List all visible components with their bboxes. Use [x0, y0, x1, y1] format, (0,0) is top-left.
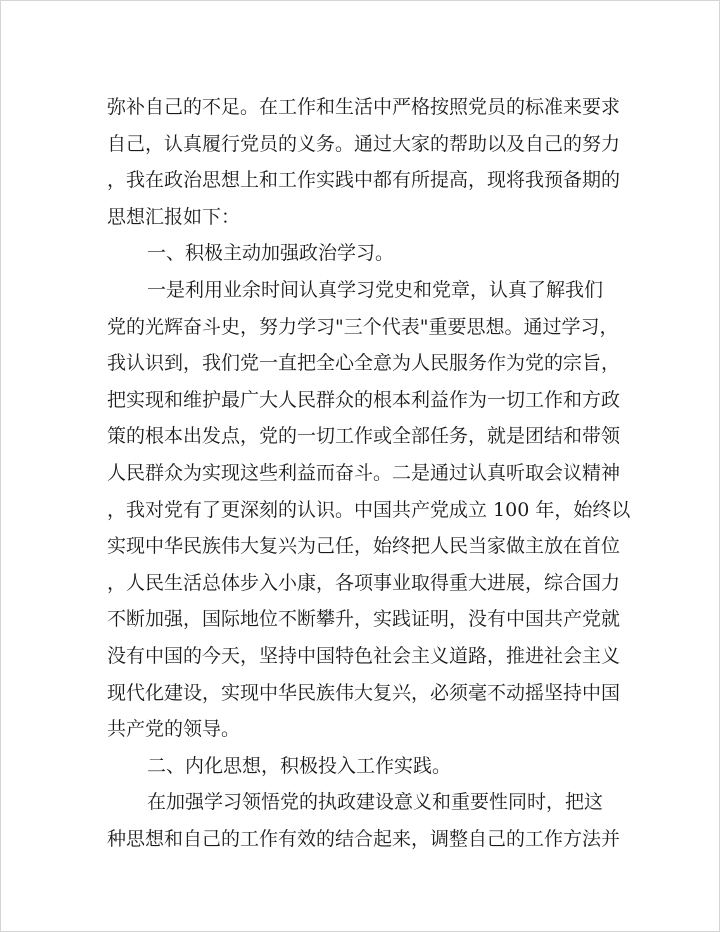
- text-line: ，人民生活总体步入小康，各项事业取得重大进展，综合国力: [107, 571, 621, 594]
- text-line: 思想汇报如下：: [107, 205, 241, 228]
- text-line: 党的光辉奋斗史，努力学习"三个代表"重要思想。通过学习，: [107, 315, 619, 338]
- text-line: 我认识到，我们党一直把全心全意为人民服务作为党的宗旨，: [107, 352, 621, 375]
- text-line: 自己，认真履行党员的义务。通过大家的帮助以及自己的努力: [107, 132, 621, 155]
- text-line: ，我对党有了更深刻的认识。中国共产党成立 100 年，始终以: [107, 498, 631, 521]
- text-line: 不断加强，国际地位不断攀升，实践证明，没有中国共产党就: [107, 608, 621, 631]
- text-line: 弥补自己的不足。在工作和生活中严格按照党员的标准来要求: [107, 96, 621, 118]
- section-heading: 一、积极主动加强政治学习。: [147, 242, 395, 265]
- text-line: 把实现和维护最广大人民群众的根本利益作为一切工作和方政: [107, 388, 621, 411]
- text-line: 共产党的领导。: [107, 718, 241, 741]
- text-line: 种思想和自己的工作有效的结合起来，调整自己的工作方法并: [107, 827, 621, 850]
- text-line: 一是利用业余时间认真学习党史和党章，认真了解我们: [147, 278, 604, 301]
- text-line: 实现中华民族伟大复兴为己任，始终把人民当家做主放在首位: [107, 535, 621, 558]
- text-line: ，我在政治思想上和工作实践中都有所提高，现将我预备期的: [107, 169, 621, 192]
- text-line: 现代化建设，实现中华民族伟大复兴，必须毫不动摇坚持中国: [107, 681, 621, 704]
- section-heading: 二、内化思想，积极投入工作实践。: [147, 754, 452, 777]
- text-line: 在加强学习领悟党的执政建设意义和重要性同时，把这: [147, 791, 604, 814]
- text-line: 人民群众为实现这些利益而奋斗。二是通过认真听取会议精神: [107, 461, 621, 484]
- text-line: 策的根本出发点，党的一切工作或全部任务，就是团结和带领: [107, 425, 621, 448]
- document-body: [107, 89, 631, 857]
- text-line: 没有中国的今天，坚持中国特色社会主义道路，推进社会主义: [107, 644, 621, 667]
